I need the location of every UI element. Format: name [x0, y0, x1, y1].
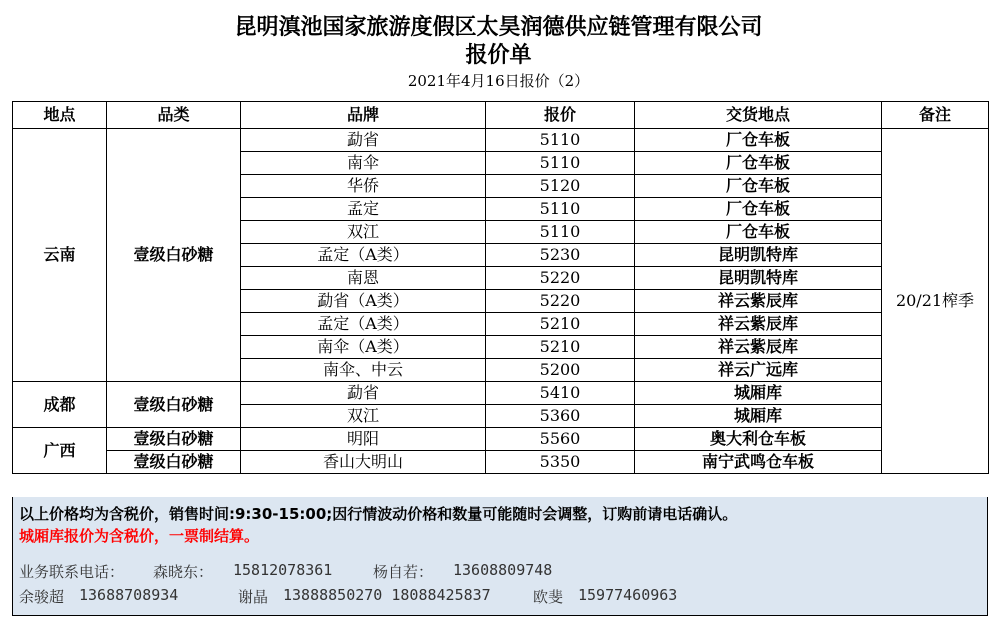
- price-cell: 5350: [486, 451, 635, 474]
- brand-cell: 南恩: [241, 267, 486, 290]
- region-cell: 成都: [13, 382, 107, 428]
- delivery-cell: 城厢库: [635, 405, 882, 428]
- col-header-price: 报价: [486, 102, 635, 129]
- delivery-cell: 南宁武鸣仓车板: [635, 451, 882, 474]
- brand-cell: 明阳: [241, 428, 486, 451]
- price-cell: 5110: [486, 152, 635, 175]
- company-name: 昆明滇池国家旅游度假区太昊润德供应链管理有限公司: [234, 14, 763, 40]
- contacts-box: [12, 549, 988, 616]
- price-cell: 5220: [486, 290, 635, 313]
- price-table: [12, 101, 989, 474]
- price-cell: 5200: [486, 359, 635, 382]
- contact-name: 余骏超: [19, 588, 65, 606]
- col-header-delivery: 交货地点: [635, 102, 882, 129]
- contact-phone: 13608809748: [453, 561, 553, 579]
- table-row: [13, 428, 989, 451]
- price-cell: 5120: [486, 175, 635, 198]
- notes-box: [12, 497, 988, 550]
- col-header-category: 品类: [107, 102, 241, 129]
- table-body: [13, 129, 989, 474]
- brand-cell: 孟定: [241, 198, 486, 221]
- contact-phone: 13888850270 18088425837: [283, 586, 491, 604]
- quote-date: 2021年4月16日报价（2）: [407, 72, 590, 90]
- brand-cell: 南伞: [241, 152, 486, 175]
- region-cell: 云南: [13, 129, 107, 382]
- delivery-cell: 城厢库: [635, 382, 882, 405]
- delivery-cell: 厂仓车板: [635, 198, 882, 221]
- price-cell: 5560: [486, 428, 635, 451]
- price-cell: 5210: [486, 313, 635, 336]
- category-cell: 壹级白砂糖: [107, 129, 241, 382]
- remark-cell: 20/21榨季: [882, 129, 989, 474]
- tax-note: 以上价格均为含税价，销售时间:9:30-15:00;因行情波动价格和数量可能随时会调整，订购前请电话确认。: [19, 505, 738, 523]
- delivery-cell: 祥云紫辰库: [635, 290, 882, 313]
- region-cell: 广西: [13, 428, 107, 474]
- contact-phone: 15977460963: [578, 586, 678, 604]
- price-cell: 5220: [486, 267, 635, 290]
- price-cell: 5110: [486, 198, 635, 221]
- brand-cell: 孟定（A类）: [241, 244, 486, 267]
- brand-cell: 双江: [241, 221, 486, 244]
- contact-name: 杨自若：: [373, 563, 434, 581]
- delivery-cell: 奥大利仓车板: [635, 428, 882, 451]
- table-header-row: [13, 102, 989, 129]
- delivery-cell: 祥云紫辰库: [635, 336, 882, 359]
- category-cell: 壹级白砂糖: [107, 382, 241, 428]
- delivery-cell: 祥云广远库: [635, 359, 882, 382]
- brand-cell: 南伞（A类）: [241, 336, 486, 359]
- contact-name: 欧斐: [533, 588, 564, 606]
- table-row: [13, 129, 989, 152]
- price-cell: 5110: [486, 221, 635, 244]
- brand-cell: 南伞、中云: [241, 359, 486, 382]
- delivery-cell: 厂仓车板: [635, 129, 882, 152]
- delivery-cell: 厂仓车板: [635, 175, 882, 198]
- contact-phone: 13688708934: [79, 586, 179, 604]
- document-title: 报价单: [465, 42, 532, 68]
- category-cell: 壹级白砂糖: [107, 451, 241, 474]
- col-header-brand: 品牌: [241, 102, 486, 129]
- brand-cell: 双江: [241, 405, 486, 428]
- brand-cell: 香山大明山: [241, 451, 486, 474]
- brand-cell: 孟定（A类）: [241, 313, 486, 336]
- brand-cell: 勐省: [241, 129, 486, 152]
- col-header-remark: 备注: [882, 102, 989, 129]
- contact-name: 森晓东：: [153, 563, 214, 581]
- contacts-label: 业务联系电话：: [19, 563, 125, 581]
- delivery-cell: 昆明凯特库: [635, 244, 882, 267]
- brand-cell: 勐省（A类）: [241, 290, 486, 313]
- price-cell: 5110: [486, 129, 635, 152]
- delivery-cell: 祥云紫辰库: [635, 313, 882, 336]
- brand-cell: 勐省: [241, 382, 486, 405]
- price-cell: 5410: [486, 382, 635, 405]
- price-cell: 5210: [486, 336, 635, 359]
- category-cell: 壹级白砂糖: [107, 428, 241, 451]
- brand-cell: 华侨: [241, 175, 486, 198]
- price-cell: 5360: [486, 405, 635, 428]
- price-cell: 5230: [486, 244, 635, 267]
- table-row: [13, 451, 989, 474]
- contact-phone: 15812078361: [233, 561, 333, 579]
- col-header-location: 地点: [13, 102, 107, 129]
- delivery-cell: 昆明凯特库: [635, 267, 882, 290]
- table-row: [13, 382, 989, 405]
- settlement-note: 城厢库报价为含税价，一票制结算。: [19, 527, 260, 545]
- contact-name: 谢晶: [238, 588, 269, 606]
- delivery-cell: 厂仓车板: [635, 221, 882, 244]
- delivery-cell: 厂仓车板: [635, 152, 882, 175]
